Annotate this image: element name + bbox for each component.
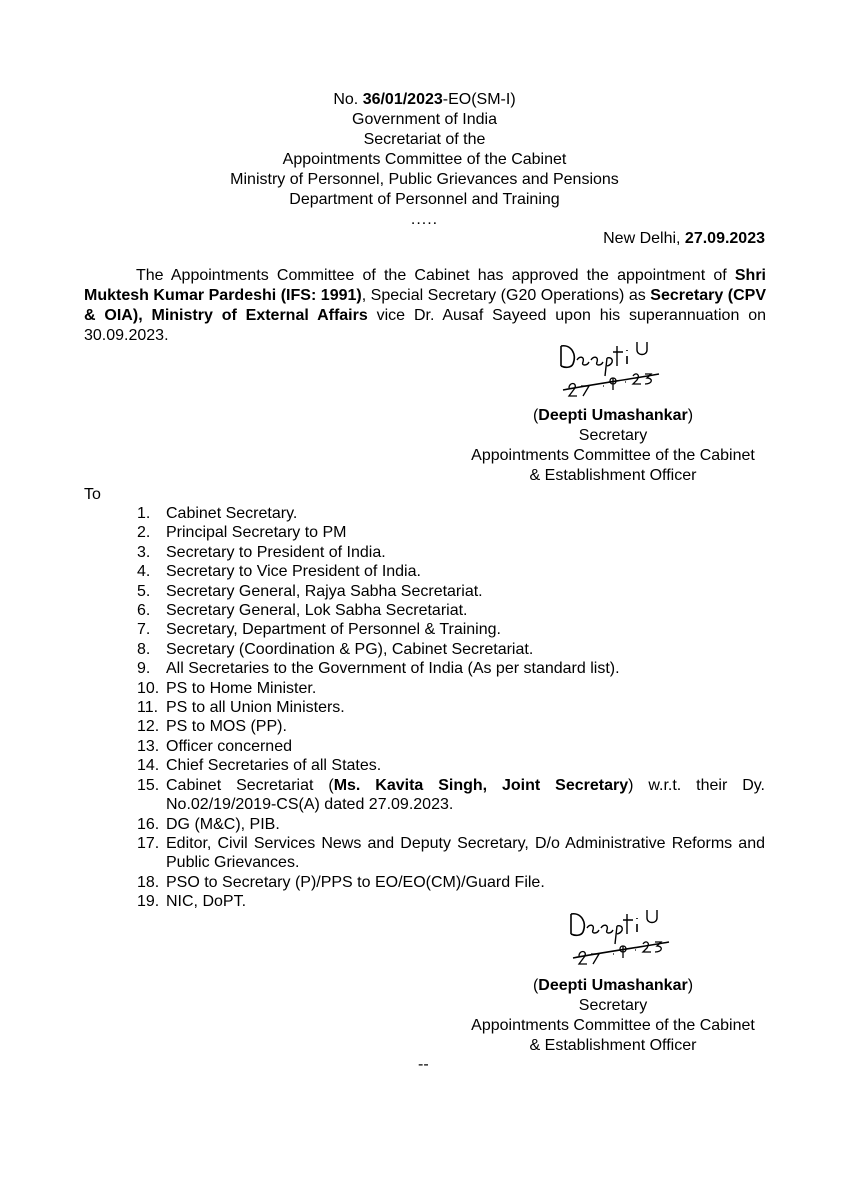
signatory-title: Secretary: [578, 997, 648, 1014]
signatory-name: (Deepti Umashankar): [532, 407, 694, 424]
order-paragraph: The Appointments Committee of the Cabinet has approved the appointment of Shri Muktesh Kumar Pardeshi (IFS: 1991), Special Secretary (G20 Operations) as Secretary (CPV & OIA), Ministry of External Affairs vice Dr. Ausaf Sayeed upon his superannuation on 30.09.2023.: [84, 267, 767, 344]
handwritten-signature: [565, 904, 675, 966]
header-line-ministry: Ministry of Personnel, Public Grievances and Pensions: [230, 171, 619, 188]
list-item: 8. Secretary (Coordination & PG), Cabinet Secretariat.: [137, 640, 534, 658]
header-line-secretariat: Secretariat of the: [363, 131, 486, 148]
list-item: 11. PS to all Union Ministers.: [137, 699, 345, 717]
list-item: 7. Secretary, Department of Personnel & Training.: [137, 621, 501, 639]
list-item: 3. Secretary to President of India.: [137, 543, 386, 561]
header-line-government: Government of India: [352, 111, 497, 128]
signatory-name: (Deepti Umashankar): [532, 977, 694, 994]
list-item: 13. Officer concerned: [137, 737, 292, 755]
list-item: 16. DG (M&C), PIB.: [137, 815, 280, 833]
signatory-org: Appointments Committee of the Cabinet: [471, 447, 755, 464]
signatory-office: & Establishment Officer: [529, 467, 697, 484]
list-item: 4. Secretary to Vice President of India.: [137, 563, 421, 581]
letter-header: [0, 90, 849, 230]
handwritten-signature: [555, 336, 665, 398]
list-item: 17. Editor, Civil Services News and Deputy Secretary, D/o Administrative Reforms and Public Grievances.: [137, 834, 765, 872]
list-item: 15. Cabinet Secretariat (Ms. Kavita Singh, Joint Secretary) w.r.t. their Dy. No.02/19/2019-CS(A) dated 27.09.2023.: [137, 776, 766, 814]
list-item: 12. PS to MOS (PP).: [137, 718, 287, 736]
header-line-committee: Appointments Committee of the Cabinet: [282, 151, 567, 168]
end-mark: --: [418, 1056, 429, 1073]
signatory-title: Secretary: [578, 427, 648, 444]
signatory-org: Appointments Committee of the Cabinet: [471, 1017, 755, 1034]
list-item: 2. Principal Secretary to PM: [137, 524, 347, 542]
signatory-office: & Establishment Officer: [529, 1037, 697, 1054]
signature-block: [430, 406, 796, 486]
signature-block: [430, 976, 796, 1056]
list-item: 6. Secretary General, Lok Sabha Secretariat.: [137, 602, 468, 620]
list-item: 18. PSO to Secretary (P)/PPS to EO/EO(CM)/Guard File.: [137, 873, 545, 891]
list-item: 19. NIC, DoPT.: [137, 893, 247, 911]
recipient-list: [137, 504, 765, 912]
list-item: 9. All Secretaries to the Government of India (As per standard list).: [137, 660, 620, 678]
place-and-date: New Delhi, 27.09.2023: [603, 230, 765, 247]
to-label: To: [84, 486, 101, 503]
file-number: No. 36/01/2023-EO(SM-I): [333, 91, 516, 108]
list-item: 10. PS to Home Minister.: [137, 679, 317, 697]
header-dots: .....: [410, 211, 439, 228]
list-item: 5. Secretary General, Rajya Sabha Secretariat.: [137, 582, 483, 600]
list-item: 1. Cabinet Secretary.: [137, 505, 298, 522]
list-item: 14. Chief Secretaries of all States.: [137, 757, 382, 775]
header-line-department: Department of Personnel and Training: [289, 191, 560, 208]
